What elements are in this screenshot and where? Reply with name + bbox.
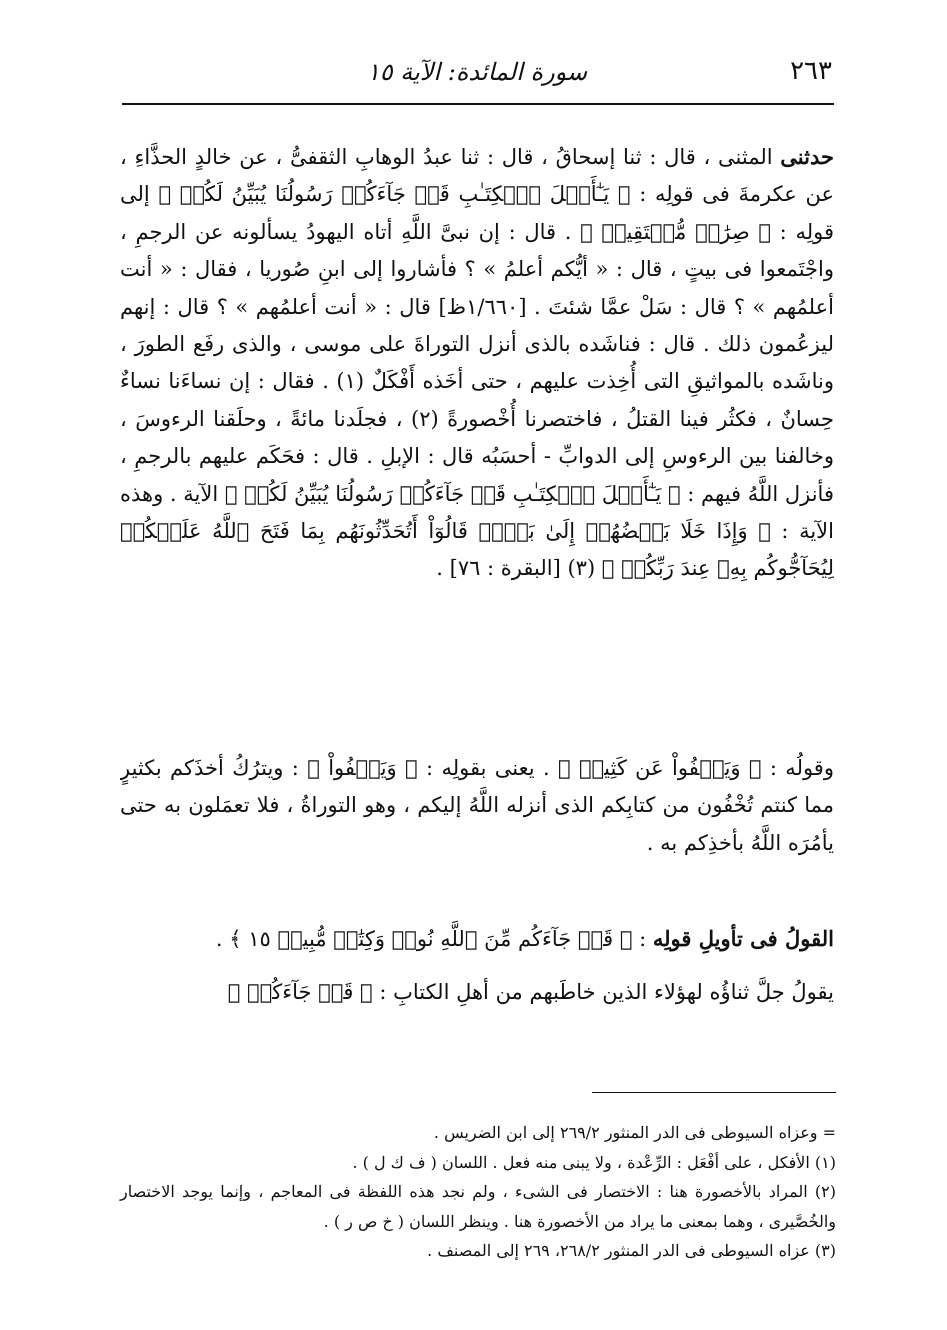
- header-rule: [122, 103, 834, 105]
- running-head: سورة المائدة: الآية ١٥: [366, 58, 588, 86]
- section-heading-verse: : ﴿ قَدۡ جَآءَكُم مِّنَ ٱللَّهِ نُورٞ وَكِتَٰبٞ مُّبِينٞ ١٥ ﴾ .: [215, 927, 653, 951]
- paragraph-lead-word: حدثنى: [780, 144, 834, 169]
- page-number: ٢٦٣: [790, 56, 832, 86]
- footnote-continuation: = وعزاه السيوطى فى الدر المنثور ٢٦٩/٢ إلى ابن الضريس .: [433, 1123, 836, 1142]
- paragraph-section-heading: [120, 920, 834, 958]
- paragraph-explanation: يقولُ جلَّ ثناؤُه لهؤلاء الذين خاطَبهم من أهلِ الكتابِ : ﴿ قَدۡ جَآءَكُمۡ ﴾: [227, 980, 834, 1005]
- footnote-2: (٢) المراد بالأخصورة هنا : الاختصار فى الشىء ، ولم نجد هذه اللفظة فى المعاجم ، وإنما يوجد الاختصار والخُصَّيرى ، وهما بمعنى ما يراد من الأخصورة هنا . وينظر اللسان ( خ ص ر ) .: [120, 1182, 836, 1231]
- page-header: [122, 52, 832, 92]
- footnotes: [120, 1118, 836, 1266]
- paragraph-text: المثنى ، قال : ثنا إسحاقُ ، قال : ثنا عبدُ الوهابِ الثقفىُّ ، عن خالدٍ الحذَّاءِ ، عن عكرمةَ فى قولِه : ﴿ يَـٰٓأَهۡلَ ٱلۡكِتَـٰبِ قَدۡ جَآءَكُمۡ رَسُولُنَا يُبَيِّنُ لَكُمۡ ﴾ إلى قولِه : ﴿ صِرَٰطٖ مُّسۡتَقِيمٖ ﴾ . قال : إن نبىَّ اللَّهِ أتاه اليهودُ يسألونه عن الرجمِ ، واجْتَمعوا فى بيتٍ ، قال : « أيُّكم أعلمُ » ؟ فأشاروا إلى ابنِ صُوريا ، فقال : « أنت أعلمُهم » ؟ قال : سَلْ عمَّا شئتَ . [١/٦٦٠ظ] قال : « أنت أعلمُهم » ؟ قال : إنهم ليزعُمون ذلك . قال : فناشَده بالذى أنزل التوراةَ على موسى ، والذى رفَع الطورَ ، وناشَده بالمواثيقِ التى أُخِذت عليهم ، حتى أخَذه أَفْكَلٌ (١) . فقال : إن نساءَنا نساءٌ حِسانٌ ، فكثُر فينا القتلُ ، فاختصرنا أُخْصورةً (٢) ، فجلَدنا مائةً ، وحلَقنا الرءوسَ ، وخالفنا بين الرءوسِ إلى الدوابِّ - أحسَبُه قال : الإبلِ . قال : فحَكَم عليهم بالرجمِ ، فأنزل اللَّهُ فيهم : ﴿ يَـٰٓأَهۡلَ ٱلۡكِتَـٰبِ قَدۡ جَآءَكُمۡ رَسُولُنَا يُبَيِّنُ لَكُمۡ ﴾ الآية . وهذه الآية : ﴿ وَإِذَا خَلَا بَعۡضُهُمۡ إِلَىٰ بَعۡضٖ قَالُوٓاْ أَتُحَدِّثُونَهُم بِمَا فَتَحَ ٱللَّهُ عَلَيۡكُمۡ لِيُحَآجُّوكُم بِهِۦ عِندَ رَبِّكُمۡ ﴾ (٣) [البقرة : ٧٦] .: [120, 145, 834, 581]
- section-heading-lead: القولُ فى تأويلِ قولِه: [652, 926, 834, 951]
- footnote-rule: [592, 1092, 836, 1093]
- footnote-1: (١) الأفكل ، على أفْعَل : الرِّعْدة ، ولا يبنى منه فعل . اللسان ( ف ك ل ) .: [352, 1152, 836, 1172]
- paragraph-commentary: وقولُه : ﴿ وَيَعۡفُواْ عَن كَثِيرٖ ﴾ . يعنى بقولِه : ﴿ وَيَعۡفُواْ ﴾ : ويترُكُ أخذَكم بكثيرٍ مما كنتم تُخْفُون من كتابِكم الذى أنزله اللَّهُ إليكم ، وهو التوراةُ ، فلا تعمَلون به حتى يأمُرَه اللَّهُ بأخذِكم به .: [120, 756, 834, 855]
- main-text: [120, 138, 834, 1012]
- footnote-3: (٣) عزاه السيوطى فى الدر المنثور ٢٦٨/٢، ٢٦٩ إلى المصنف .: [427, 1241, 836, 1260]
- paragraph-hadith: [120, 138, 834, 738]
